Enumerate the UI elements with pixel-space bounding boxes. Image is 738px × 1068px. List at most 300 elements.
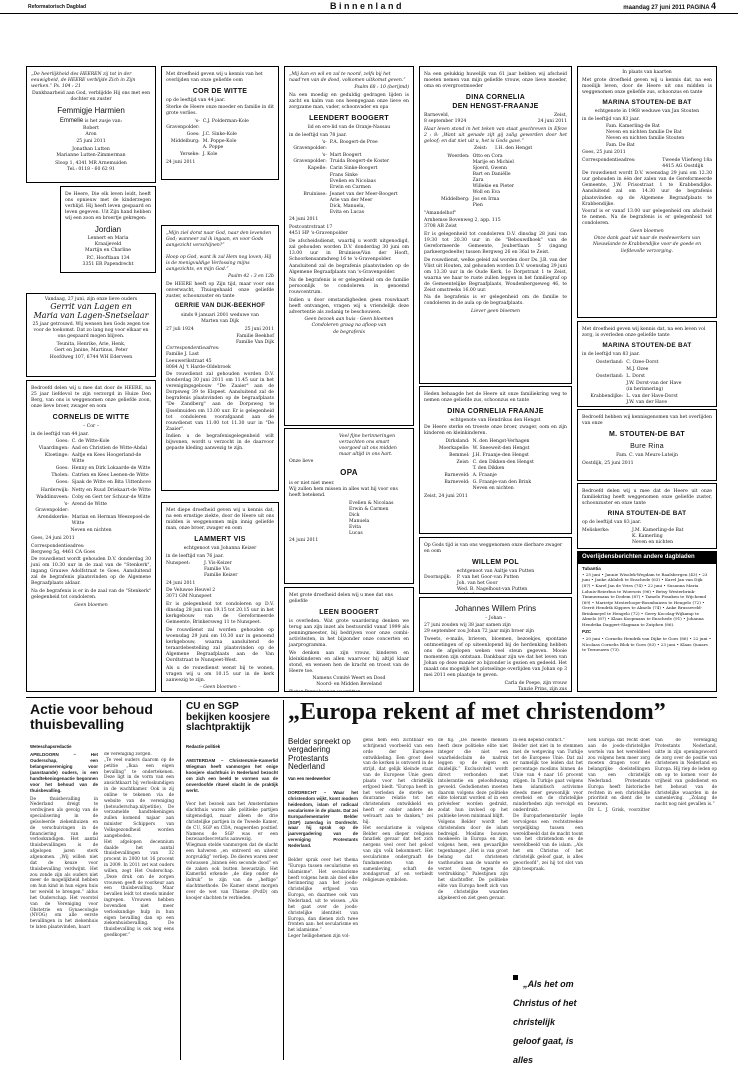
relative-place: [582, 381, 626, 393]
spouse-of: echtgenoot van Aaltje van Putten: [456, 568, 535, 574]
ad-text-2: De Heere sterke en troeste onze broer, zwager, oom en zijn kinderen en kleinkinderen.: [424, 425, 567, 437]
relative-place: Kapelle:: [307, 166, 327, 172]
spouse-of: echtgenote van Hendrikus den Hengst: [450, 417, 541, 423]
relative-row: [31, 488, 151, 494]
address-label: "Amandelhof": [424, 210, 457, 216]
sibling-names: Robert Aron: [83, 125, 99, 137]
relative-place: Yerseke:: [180, 152, 200, 158]
relative-row: [31, 473, 151, 479]
ad-rina-stouten: [577, 483, 717, 549]
relative-names: P.A. Boogert-de Pree: [329, 140, 378, 146]
deceased-name: LEEN BOOGERT: [319, 608, 379, 616]
ad-birth-jordian: [60, 186, 156, 273]
address: Postcontrstraat 17 4451 HP 's-Gravenpolder: [289, 225, 348, 237]
article-1-col-1: [30, 752, 98, 1057]
relative-place: Goes:: [55, 466, 69, 472]
section-title: Binnenland: [330, 1, 404, 11]
relative-row: [424, 480, 567, 492]
relative-names: Carin Sinke-Boogert Frans Sinke Evelien en Nicolaas Erwin en Carmen: [329, 166, 378, 190]
relative-row: [424, 197, 567, 209]
birth-place: Barneveld,: [424, 113, 450, 119]
quote-ref: Psalm 68 : 10 (berijmd): [354, 85, 409, 91]
relative-place: Harderwijk:: [40, 487, 69, 493]
place: Meliskerke:: [582, 527, 610, 533]
parents: Lennert en Maria Kraaijeveld Martijn en Charline: [85, 236, 131, 254]
life-dates: [424, 119, 567, 125]
relative-row: [289, 153, 409, 165]
deceased-name: CORNELIS DE WITTE: [52, 413, 130, 421]
relative-names: C.J. Polderman-Kole: [202, 119, 249, 125]
relative-row: [424, 446, 567, 452]
column-rule-1: [180, 700, 181, 1060]
ad-death-dina: [419, 66, 572, 384]
relative-row: [31, 439, 151, 445]
relative-row: [31, 502, 151, 514]
age: in de leeftijd van 78 jaar.: [289, 132, 347, 138]
relative-names: L. van der Have-Dorst J.W. van der Have: [626, 393, 678, 406]
relative-names: Coby en Gert ter Schuur-de Witte: [71, 494, 151, 500]
ad-text: Bedroefd hebben wij kennisgenomen van het overlijden van onze: [582, 414, 712, 426]
burial-details: Aansluitend zal de begrafenis plaatsvinden op de Algemene Begraafplaats van 's-Gravenpolder.: [289, 264, 409, 276]
article-3-col-3: de hij. „De meeste mensen heeft deze politieke elite niet integer die niet een waarheidsclaim de nadruk leggen op de eigen en duidelijk.” Exclusiviteit wordt direct verbonden met intolerantie en geloofsdwang gevoeld. Godsdiensten moeten daarom volgens deze politieke elite tolerant worden of in een privésfeer worden gedrukt, zodat hun invloed op het publieke leven minimaal blijft. Volgens Belder wordt het christendom door de islam bedreigd. Moslims bouwen moskeeën in Europa en zijn, volgens hem, een gevaarlijke tegenhanger. „Het is van groot belang dat christenen vasthouden aan de waarde en verzet doen tegen de verdrukking.” Palestijnen zijn het slachtoffer. De politieke elite van Europa heeft zich van de christelijke waarden afgekeerd en ziet geen gevaar.: [438, 738, 508, 901]
ad-anniversary: [26, 293, 156, 377]
widow-of: sinds 9 januari 2001 weduwe van Marten van Dijk: [181, 313, 259, 325]
article-3-kicker: Belder spreekt op vergadering Protestants Nederland: [288, 737, 351, 772]
death-place: Zeist,: [553, 113, 567, 119]
relative-names: Aaltje en Kees Hoogerland-de Witte: [71, 453, 142, 465]
notice: Indien u door omstandigheden geen rouwkaart heeft ontvangen, vragen wij u vriendelijk deze advertentie als zodanig te beschouwen.: [289, 297, 409, 315]
ad-intro: Dankbaarheid aan God, verblijdde Hij ons met een dochter en zuster: [31, 91, 151, 103]
ad-death-lammert: [161, 502, 279, 692]
death-date: 24 juni 2011: [537, 119, 567, 125]
relative-place: 's-Gravenpolder:: [293, 153, 327, 165]
source-name-2: PZC: [582, 628, 592, 634]
article-3-lead: DORDRECHT – Waar het christendom wijkt, komt modern heidendom, islam of radicaal secularisme in de plaats. Dat zei Europarlementariër Belder (SGP) zaterdag in Dordrecht. waar hij sprak op de jaarvergadering van de vereniging Protestants Nederland.: [288, 789, 358, 849]
relative-names: M.J. Ozee: [626, 366, 649, 372]
ad-johannes-prins: [419, 597, 572, 692]
relatives-list: [289, 140, 409, 216]
widow-of: echtgenote in 1968 weduwe van Jan Stouten: [594, 109, 700, 115]
relative-names: Aad en Christien de Witte-Abdal: [71, 446, 147, 452]
pull-quote: [513, 972, 583, 1065]
relative-row: [289, 140, 409, 152]
obituary-list: • 25 juni • Jannie Wisolek-Wegdam te Raalsbergen (43) • 23 juni • Janke Ablaleli te Enschede (63) • Karel Jan van Dijk (87) • Karel Jan de Vries (74) • 22 juni • Susanna Maria Lohuis-Reierbus te Woerseis (96) • Betsy Westerbrink-Timmermans te Dedem (87) • Tamelo Franken te Wijchemd (69) • Marietje Mesterloope-Bosmbuizen te Hengelo (72) • Gerrit Hendrik Kippers te Almelo (74) • Anke Brusseveld-Brinkmeyel te Hengelo (72) • Gerry Kocolag-Wijkamp te Almelo (87) • Klaas Koopmans te Enschede (91) • Johanna Hendrika Daggert-Slagman te Zutphen (86).: [582, 571, 708, 627]
nickname: – Cor –: [83, 423, 99, 429]
relative-names: J.H. Fraanje-den Hengst: [472, 453, 529, 459]
relative-place: [582, 367, 626, 373]
relative-row: [31, 495, 151, 501]
ad-opa: [284, 428, 414, 584]
ad-text-2: is overleden. Wat grote waardering denken we terug aan zijn inzet als bestuurslid vanaf 1999 als penningmeester, bij bedrijven voor onze combi-activiteiten, in het bijzonder onze concerten en jaarprogramma.: [289, 618, 409, 649]
ad-stouten-bure: [577, 409, 717, 481]
article-1-col-2: de vereniging zorgen. „Te veel ouders daarom op de petitie „Ikaa een eigen bevalling” te ondertekenen. Deze ligt in de vorm van een ansichtkaart bij verloskundigen in de wachtkamer. Ook is zij online te tekenen via de website van de vereniging (hetouderschap.nl/petitie). De verzamelde handtekeningen zullen komend najaar aan minister Schippers van Volksgezondheid worden aangeboden. Het afgelopen decennium daalde het aantal thuisbevallingen van 32 procent in 2000 tot 16 procent in 2009. In 2011 zet wat ouders willen, zegt Het Ouderschap. „Deze druk om de zorgen vrouwen geeft de voorkeur aan een thuisbevalling. Maar bevallen leidt tot steeds minder ingrepen. Vrouwen hebben bovendien niet meer verloskundige hulp in hun eigen bevalling dan op een ziekenhuisbevalling. De thuisbevalling is ook nog eens goedkoper.”: [104, 752, 174, 939]
page-date: [623, 1, 716, 11]
article-3-byline: Van een medewerker: [288, 776, 331, 781]
relative-row: [31, 446, 151, 452]
burial-condolence: Na de begrafenis is er gelegenheid om de familie te condoleren in de aula op de begraafplaats.: [424, 295, 567, 307]
ad-text: Bedroefd delen wij u mee dat door de HEERE, na 25 jaar liefdevol te zijn verzorgd in Huize Den Berg, van ons is weggenomen onze geliefde zoon, onze lieve broer, zwager en oom: [31, 385, 151, 409]
news-divider: [26, 697, 717, 698]
ad-quote: Veel fijne herinneringen verzachten ons smart voorgoed uit ons midden maar altijd in ons hart.: [339, 433, 397, 457]
relative-row: [582, 394, 712, 406]
date-text: maandag 27 juni 2011: [623, 5, 685, 11]
relative-names: J.W. Dorst-van der Have (in herinnering): [626, 380, 682, 392]
ad-death-marina: [577, 66, 717, 318]
deceased-name: MARINA STOUTEN-DE BAT: [602, 341, 692, 349]
ad-text: Met grote droefheid geven wij u kennis dat, na een moeilijk leven, door de Heere uit ons midden is weggenomen onze geliefde zus, schoonzus en tante: [582, 77, 712, 95]
relative-place: Oosterland:: [595, 359, 624, 365]
spouse-row: [474, 146, 567, 152]
page-number: 4: [710, 1, 716, 11]
ad-text: Heden behaagde het de Heere uit onze familiekring weg te nemen onze geliefde zus, schoonzus en tante: [424, 391, 567, 403]
paper-name: Reformatorisch Dagblad: [28, 4, 87, 10]
attendance-note: Indien u de begrafenisgelegenheid wilt bijwonen, wordt u verzocht in de daarvoor gepaste kleding aanwezig te zijn.: [166, 434, 274, 452]
extended-family: Neven en nichten: [70, 528, 112, 534]
relative-names: Marian en Herman Weezepoel-de Witte: [71, 514, 150, 526]
spouse-place: Zeist:: [474, 146, 488, 152]
deceased-name: M. STOUTEN-DE BAT: [608, 430, 685, 438]
birth-date: 8 september 1924: [424, 119, 467, 125]
birth-date: 27 juli 1924: [166, 326, 194, 332]
relative-row: [166, 152, 274, 158]
relative-names: L. Dorst: [626, 373, 646, 379]
obituary-list-2: • 20 juni • Cornelis Hendrik van Dijke te Goes (86) • 22 juni • Nicolaas Cornelis Blok te Goes (83) • 23 juni • Klaas Quaars te Terneuzen (73).: [582, 636, 712, 653]
place-date: Oostdijk, 25 juni 2011: [582, 460, 634, 466]
ad-death-cor: [161, 66, 279, 180]
column-rule-2: [283, 700, 284, 1060]
ad-death-cornelis: [26, 380, 156, 692]
ad-birth-femmigje: [26, 66, 156, 183]
ad-top: Vandaag, 27 juni, zijn onze lieve ouders: [44, 297, 138, 302]
article-3-col-2: gens hem een zichtbaar en schrijnend voorbeeld van een orde der Europese ontwikkeling. Een groot deel van de kerken is ontvoerd in de strijd, dat gelijk kleinde staat van de Europese Unie geen plaats voor het christelijk erfgoed biedt. "Europa heeft in het verleden de sterke en duurzame relatie tot het christendom ontwikkeld en heeft er onder andere de welvaart aan te danken," zei hij. Het secularisme is volgens Belder een dieper religieus fanatiek gevaar dat het zich nergens veel over het geloof van zijn volk bekommert. Het secularisme ondergraaft de fundamenten van de samenleving, schaft de zondagsrust af en verbiedt religieuze symbolen.: [363, 738, 433, 884]
ad-death-dina-fraanje: [419, 386, 572, 534]
relative-place: Kloetinge:: [44, 453, 69, 459]
families: Fam. Kamerling-de Bat Neven en nichten familie De Bat Neven en nichten familie Stouten Fam. De Bat: [606, 124, 685, 148]
ad-death-willem: [419, 537, 572, 594]
deceased-name: LEENDERT BOOGERT: [309, 114, 389, 122]
family-block: [582, 528, 712, 546]
article-3-col-5: Een Europa dat recht doet aan de joods-christelijke wortels van het werelddeel zou volgens hem meer zorg moeten dragen voor de belangrijke doelstellingen van een christelijk Nederland. Protestants Europa heeft historische rechten in een christelijke prioriteit en dient die te bewaren. Dr. L. J. Grisk, voorzitter van de vereniging Protestants Nederland, uitte in zijn openingswoord de zorg over de positie van christenen in Nederland en Europa. Hij riep de leden op om op te komen voor de vrijheid van godsdienst en het behoud van de christelijke waarden in de samenleving. „Zolang de nacht nog niet gevallen is.”: [588, 738, 717, 814]
source-name: Tubantia: [582, 565, 601, 571]
relative-names: G. Fraanje-van den Brink Neven en nichten: [472, 480, 532, 492]
funeral-details: De rouwdienst zal worden gehouden op woensdag 29 juni om 10.30 uur in genoemd kerkgebouw, waarna aansluitend de teraardebestelling zal plaatsvinden op de Algemene Begraafplaats aan de Van Oordtstraat te Nunspeet-West.: [166, 627, 274, 664]
relative-names: Catrien en Kees Leenen-de Witte: [71, 473, 149, 479]
ad-text-2: Tweets, e-mails, brieven, bloemen, bezoekjes, spontane ontmoetingen of op uiteenlopend bij de herdenking hebben ons de afgelopen weken veel steun gegeven. Mooie momenten zijn ontstaan. Dankbaar zijn we dat het leven van Johan op deze manier zo bijzonder is gezien en gedeeld. Het maakt ons mogelijk het plotselinge overlijden van Johan op 3 mei 2011 een plaatsje te geven.: [424, 636, 567, 679]
ad-text: Met diepe droefheid geven wij u kennis dat, na een ernstige ziekte, door de Heere uit ons midden is weggenomen mijn innig geliefde man, onze broer, zwager en oom: [166, 507, 274, 531]
address: De Veluwse Heuvel 2 3071 GM Nunspeet: [166, 588, 216, 600]
deceased-name: GERRIE VAN DIJK-BEEKHOF: [174, 303, 266, 310]
relative-row: [31, 466, 151, 472]
correspondence: [582, 158, 712, 170]
birth-date: 25 juni 2011: [76, 139, 106, 145]
box-content: [578, 564, 716, 655]
place-date: Zeist, 24 juni 2011: [424, 494, 468, 500]
ad-text-2: Sterke de Heere onze moeder en familie in dit grote verlies.: [166, 105, 274, 117]
ad-top: In plaats van kaarten: [622, 70, 672, 75]
relative-place: Barneveld:: [444, 473, 470, 479]
deceased-name: WILLEM POL: [472, 558, 519, 566]
grandchildren: Evelien & Nicolaas Erwin & Carmen Dick Manuela Evita Lucas: [349, 500, 394, 536]
relative-row: [166, 139, 274, 151]
ad-quote: „De heerlijkheid des HEEREN zij tot in der eeuwigheid, de HEERE verblijde Zich in Zijn werken.” Ps. 104 : 21: [31, 71, 136, 89]
death-date: 25 juni 2011: [244, 326, 274, 332]
ad-foot: Geen bloemen: [74, 602, 108, 608]
relative-names: W. Sneeweit-den Hengst: [472, 446, 530, 452]
correspondence-label: Correspondentieadres:: [582, 157, 636, 163]
correspondence-address: Bergweg 5g, 4461 CA Goes: [31, 549, 96, 555]
correspondence-address: Tweede Vliefweg 18a 4415 AG Oostdijk: [662, 157, 712, 169]
relative-place: Dirksland:: [445, 439, 470, 445]
relative-place: Waddinxveen:: [36, 494, 69, 500]
relative-row: [289, 192, 409, 216]
relative-row: [424, 453, 567, 459]
ad-text: Met grote droefheid delen wij u mee dat ons geliefde: [289, 592, 393, 604]
relative-row: [424, 460, 567, 472]
relative-names: J.C. Sinke-Kole: [202, 132, 237, 138]
place-date: Goes, 25 juni 2011: [582, 150, 626, 156]
article-1-byline: Weteschapsredactie: [30, 744, 72, 749]
article-2-text: Voor het bezoek aan het Amsterdamse slachthuis waren alle politieke partijen uitgenodigd, maar alleen de drie christelijke partijen in de Tweede Kamer, de CU, SGP en CDA, reageerden positief. Namens de SGP was er een bezwaardsecretaris aanwezig. Wiegman stelde vanmorgen dat de slacht een halveren „en ontroerd en uiterst zorgvuldig” verliep. De dieren waren zeer volwassen „binnen één seconde dood” en de zaken ook butten bewustzijn. Het Kamerlid erkende „de diep onder de indruk” te zijn van de „heftige” slachtmethode. De Kamer stemt morgen over de wet van Thieme (PvdD) om koosjer slachten te verbieden.: [186, 802, 278, 901]
service-details: De afscheidsdienst, waarbij u wordt uitgenodigd, zal gehouden worden D.V. donderdag 30 juni om 13.00 uur in Bruinisse/Van der Hooft, Schoorkensanmdweg 16 te 's-Gravenpolder.: [289, 238, 409, 262]
deceased-name: DINA CORNELIA DEN HENGST-FRAANJE: [452, 93, 539, 110]
relative-place: Moerkapelle:: [438, 446, 470, 452]
ad-text: Na een moedig en geduldig gedragen lijden is zacht en kalm van ons heengegaan onze lieve en zorgzame man, vader, schoonvader en opa: [289, 92, 409, 110]
relatives-list: [582, 360, 712, 406]
relative-names: Mart Boogert Truida Boogert-de Koster: [329, 153, 390, 165]
relative-names: Netty en Ruud Driekaart-de Witte: [71, 487, 151, 493]
child-name: Femmigje Harmien: [57, 106, 125, 116]
article-1-headline: Actie voor behoud thuisbevalling: [30, 701, 153, 732]
place: Nunspeet:: [166, 561, 191, 567]
funeral-details: De rouwdienst wordt gehouden D.V. donderdag 30 juni om 10.30 uur in de zaal van de "Stenkerk", ingang Grauwe Adolfstraat te Goes. Aansluitend zal de begrafenis plaatsvinden op de Algemene Begraafplaats aldaar.: [31, 557, 151, 587]
children: Teunita, Henrike, Arie, Henk, Gert en Janine, Martinus, Peter: [54, 341, 128, 353]
article-3-col-1: [288, 784, 358, 1058]
relative-row: [582, 381, 712, 393]
ad-death-gerrie: [161, 225, 279, 491]
age: in de leeftijd van 83 jaar.: [582, 116, 640, 122]
relative-row: [166, 132, 274, 138]
relative-place: Goes:: [55, 439, 69, 445]
relative-place: Krabbendijke:: [590, 393, 624, 399]
ad-quote: „Mijn ziel dorst naar God, naar den levenden God; wanneer zal ik ingaan, en voor Gods aangezicht verschijnen?” Hoop op God, want ik zal Hem nog loven; Hij is de menigvuldige Verlossing mijns aangezichts, en mijn God.”: [166, 230, 272, 272]
subtitle: lid en ere-lid van de Oranje-Nassau: [307, 125, 391, 131]
article-2-body: [186, 752, 278, 1057]
relative-place: 's-Gravenpolder:: [166, 119, 200, 131]
ad-foot: Geen bloemen: [630, 228, 664, 234]
date: 24 juni 2011: [289, 538, 319, 544]
deceased-name: COR DE WITTE: [192, 87, 248, 95]
relative-names: Sjaak de Witte en Bita Uittenhove: [71, 480, 151, 486]
ad-quote: „Mij kan en wil en zal te noord, zelfs bij het naad'ren van de dood, volkomen uitkomst geven.”: [289, 71, 406, 83]
relative-place: Tholen:: [51, 473, 69, 479]
date: 24 juni 2011: [289, 217, 319, 223]
relative-place: Goes:: [55, 480, 69, 486]
funeral-details: De rouwdienst wordt D.V. woensdag 29 juni om 12.30 uur gehouden in één der zalen van de Gereformeerde Gemeente, J.W. Frisostraat 1 te Krabbendijke. Aansluitend zal om 14.30 uur de begrafenis plaatsvinden op de Algemene Begraafplaats te Krabbendijke.: [582, 171, 712, 207]
article-3-col-4: in een depend conflict." Belder ziet niet in te stemmen met de wetgeving van Turkije tot de Europese Unie. Dat zal er namelijk toe leiden dat het percentage moslims binnen de Unie van 4 naar 16 procent stijgen. In Turkije gaat volgens hem islamitisch activisme steeds meer gewoonlijk voor overheid en de christelijke minderheden zijn vervolgd en onderdrukt. De Europarlementariër legde vervolgens een rechtstreekse vergelijking tussen een wereldbeeld dat de macht toont van het christendom en de wereldbeeld van de islam. „Als het om Christus of het christelijk geloof gaat, is alles geoorloofd”, zei hij tot slot van zijn toespraak.: [513, 738, 583, 872]
ad-text: is er niet niet meer. Wij zullen hem missen in alles wat hij voor ons heeft betekend.: [289, 480, 398, 498]
sibling-line: [31, 118, 151, 126]
relatives-list: [424, 439, 567, 493]
relative-place: Middelburg:: [170, 139, 200, 145]
ad-foot: Geen bezoek aan huis - Geen bloemen Condoleren graag na afloop van de begrafenis: [304, 317, 394, 335]
age: in de leeftijd van 83 jaar.: [582, 352, 640, 358]
ad-text: De Heere, Die elk leven leidt, heeft ons opnieuw met de kinderzegen verblijd. Hij heeft leven gespaard en leven gegeven. Uit Zijn hand hebben wij een zoon en broertje gekregen:: [65, 191, 151, 221]
condolence-details: Er is gelegenheid tot condoleren op D.V. dinsdag 28 juni van 19.15 tot 20.15 uur in het kerkgebouw van de Gereformeerde Gemeente, Brinkersweg 11 te Nunspeet.: [166, 601, 274, 626]
relative-names: C. Ozee-Dorst: [626, 359, 659, 365]
child-name: Jordian: [94, 224, 122, 234]
quote-bullet-icon: [513, 975, 518, 980]
relative-row: [289, 166, 409, 190]
neighbor-name: Bure Rina: [630, 442, 664, 450]
ad-text: Met droefheid geven wij kennis dat, na een leven vol zorg, is overleden onze geliefde tante: [582, 326, 706, 338]
article-3-body-1: Belder sprak over het thema "Europa tussen secularisme en Islamisme". Het secularisme heeft volgens hem als doel elke herinnering aan het joods-christelijke erfgoed van Europa, en daarmee ook van Nederland, uit te wissen. „Als het gaat over de joods-christelijke identiteit van Europa, dan dienen zich twee fronten aan: het secularisme en het islamisme.” Leger heiligehemen zijn vol-: [288, 858, 358, 940]
parents: Jonathan Lutten Marianne Lutten-Zimmerman: [56, 146, 126, 159]
deceased-name: OPA: [340, 468, 358, 478]
page-header: [0, 0, 738, 14]
relative-row: [582, 360, 712, 366]
families: P. van het Goor-van Putten Joh. van het Goor Wed. B. Nagelhout-van Putten: [456, 574, 528, 593]
ad-text: Met droefheid geven wij u kennis van het overlijden van onze geliefde oom: [166, 71, 263, 83]
address: Sloop 1, 4341 MR Arnemuiden Tel.: 0118 - 60 62 91: [55, 160, 127, 172]
relative-place: Middelberg:: [441, 196, 470, 202]
relative-names: C. den Dikken-den Hengst T. den Dikken: [472, 460, 534, 472]
relative-names: C. de Witte-Kole: [71, 439, 110, 445]
couple-names: Gerrit van Lagen en Maria van Lagen-Snetselaar: [33, 302, 149, 320]
deceased-name: DINA CORNELIA FRAANJE: [447, 407, 544, 415]
relative-names: M. Poppe-Kole A. Poppe: [202, 139, 237, 151]
article-2-lead: AMSTERDAM – ChristenUnie-Kamerlid Wiegman heeft vanmorgen het enige koosjere slachthuis in Nederland bezocht om zich een beeld te vormen van de onverdoofde ritueel slacht in de praktijk werkt.: [186, 757, 278, 793]
ad-leen-boogert: [284, 587, 414, 692]
relative-names: Jeanet van der Meer-Boogert Arie van der Meer Dick, Manuela, Evita en Lucas: [329, 191, 398, 215]
ad-text-3: We denken aan zijn vrouw, kinderen en kleinkinderen en allen waarvoor hij altijd klaar stond, en wensen hen de kracht en troost van de Heere toe.: [289, 650, 409, 674]
relative-row: [582, 374, 712, 380]
article-1-body-1: De thuisbevalling in Nederland dreigt te verdwijnen als gevolg van de specialisering in de geïsoleerde ziekenhuizen en de verschuivingen in de financiering van de verloskundigen. Het aantal thuisbevallingen is de afgelopen jaren sterk afgenomen. „Wij willen niet dat de keuze voor thuisbevalling verdwijnt. Het zou zonde zijn als ouders niet meer de mogelijkheid hebben om hun kind in hun eigen huis ter wereld te brengen.” aldus het Ouderschap. Het voorstel van de Vereniging voor Obstetrie en Gynaecologie (NVOG) om alle eerste bevallingen in het ziekenhuis te laten plaatsvinden, baart: [30, 796, 98, 931]
relative-row: [424, 473, 567, 479]
families: Fam. C. van Meurs-Luteijn: [616, 453, 678, 459]
relative-row: [31, 515, 151, 527]
quote-ref: Psalm 42 : 3 en 12b: [228, 274, 274, 280]
families: J.M. Kamerling-de Bat K. Kamerling Neven en nichten: [632, 527, 684, 545]
families: J. Vis-Keizer Familie Vis Familie Keizer: [204, 561, 238, 579]
ad-text: Bedroefd delen wij u mee dat de Heere uit onze familiekring heeft weggenomen onze geliefde zuster, schoonzuster en onze tante: [582, 488, 712, 506]
sibling-text: is het zusje van:: [84, 118, 123, 124]
ad-text: 27 juni zouden wij 38 jaar samen zijn 29 september zou Johan 72 jaar mijn broer zijn: [424, 623, 534, 635]
ad-death-leendert: [284, 66, 414, 426]
relative-names: Arend de Witte: [71, 501, 108, 507]
family-block: [424, 575, 567, 594]
person-name: Johannes Willem Prins: [454, 604, 537, 613]
relative-names: Otto en Cora Marije en Michiel Sjoerd, Gwenn Bart en Daniëlle Zara Willekie en Pieter Woll en Eva: [472, 153, 514, 195]
relative-place: 's-Gravenpolder:: [293, 140, 327, 152]
relative-names: J. Kole: [202, 152, 218, 158]
viewing-details: Vooraf is er vanaf 13.00 uur gelegenheid om afscheid te nemen. Na de begrafenis is er gelegenheid tot condoleren.: [582, 209, 712, 227]
box-title: Overlijdensberichten andere dagbladen: [578, 552, 716, 564]
signature: Carla de Poepe, zijn vrouw Tanzie Prins, zijn zus: [504, 680, 567, 692]
relative-row: [424, 154, 567, 196]
relative-row: [31, 453, 151, 465]
funeral-details: De rouwdienst zal gehouden worden D.V. donderdag 30 juni 2011 om 11.45 uur in het verenigingsgebouw "De Zaaier" aan de Dorpsweg 39 te Elspeet. Aansluitend zal de begrafenis plaatsvinden op de begraafplaats "De Zandberg" aan de Dorpsweg te IJsselmuiden om 13.00 uur. Er is gelegenheid tot condoleren voorafgaand aan de rouwdienst van 11.00 tot 11.30 uur in "De Zaaier".: [166, 372, 274, 432]
ad-text: Na een gelukkig huwelijk van 61 jaar hebben wij afscheid moeten nemen van mijn geliefde vrouw, onze lieve moeder, oma en overgrootmoeder: [424, 71, 567, 89]
article-1-lead: APELDOORN – Het Ouderschap, een belangenvereniging voor (aanstaande) ouders, is een handtekeningenactie begonnen voor het behoud van de thuisbevalling.: [30, 752, 98, 793]
life-dates: [166, 327, 274, 333]
article-2-byline: Redactie politiek: [186, 744, 221, 749]
place-date: Goes, 24 juni 2011: [31, 535, 75, 541]
article-3-headline: „Europa rekent af met christendom”: [288, 699, 666, 725]
relatives-list: [424, 154, 567, 210]
relative-place: Arendskerke:: [37, 514, 69, 520]
age: in de leeftijd van 44 jaar.: [31, 431, 89, 437]
deceased-name: RINA STOUTEN-DE BAT: [607, 509, 687, 517]
deceased-name: MARINA STOUTEN-DE BAT: [602, 98, 692, 106]
relative-names: N. den Hengst-Verhagen: [472, 439, 530, 445]
ad-foot: Liever geen bloemen: [471, 309, 520, 315]
ad-intro: Onze lieve: [289, 459, 314, 465]
relative-row: [424, 439, 567, 445]
correspondence-label: Correspondentieadres:: [31, 543, 85, 549]
board-members: [289, 690, 409, 692]
age: op de leeftijd van 83 jaar.: [582, 520, 642, 526]
page-label: PAGINA: [686, 5, 710, 11]
relative-names: A. Fraanje: [472, 473, 497, 479]
relative-place: 's-Gravenpolder:: [35, 501, 69, 513]
condolence-details: Er is gelegenheid tot condoleren D.V. dinsdag 28 juni van 19.30 tot 20.30 uur in de "Bebouwdhoek" van de Gereformeerde Gemeente, Joubertlaan 5 (ingang parkeergedeelte) tussen Bergweg 26 en 36al te Zeist.: [424, 231, 567, 255]
deceased-name: LAMMERT VIS: [194, 535, 246, 543]
relative-names: Henny en Dirk Lokaarde-de Witte: [71, 466, 151, 472]
relative-place: Goes:: [186, 132, 200, 138]
ad-text: De HEERE heeft op Zijn tijd, maar voor ons onverwacht, Thuisgehaald onze geliefde zuster, schoonzuster en tante: [166, 282, 274, 300]
relative-place: Barneveld:: [444, 480, 470, 486]
relative-row: [582, 367, 712, 373]
nickname: – Johan –: [485, 615, 506, 621]
place: Doornspijk:: [424, 574, 451, 580]
pull-quote-text: „Als het om Christus of het christelijk geloof gaat, is alles: [513, 979, 577, 1065]
date: 24 juni 2011: [166, 580, 196, 586]
date: 24 juni 2011: [166, 159, 196, 165]
family-block: [166, 561, 274, 579]
relatives-list: [166, 119, 274, 158]
condolence-details: Na de begrafenis is er in de zaal van de "Stenkerk" gelegenheid tot condoleren.: [31, 588, 151, 601]
relative-row: [31, 480, 151, 486]
relative-place: Vlaardingen:: [38, 446, 69, 452]
spouse: I.H. den Hengst: [495, 146, 533, 152]
correspondence-label: Correspondentieadres:: [166, 346, 220, 352]
article-2-headline: CU en SGP bekijken koosjere slachtpraktijk: [186, 701, 270, 733]
ad-quote: Haar leven stond in het teken van staat geschreven in Efeze 2 : 8: „Want uit genade zijt gij zalig geworden door het geloof; en dat niet uit u, het is Gods gave.”: [424, 126, 567, 144]
condolence-details: Na de begrafenis is er gelegenheid om de familie persoonlijk te condoleren in genoemd rouwcentrum.: [289, 278, 409, 296]
funeral-details: De rouwdienst, welke geleid zal worden door Ds. J.B. van der Vlist uit Houten, zal gehouden worden D.V. woensdag 29 juni om 13.30 uur in de Oude Kerk, 1e Dorpstraat 1 te Zeist, waarna we haar te ruste zullen leggen in het familiegraf op de Gemeentelijke Begraafplaats, Woudenbergseweg 46, te Zeist omstreeks 16.00 uur.: [424, 257, 567, 293]
relative-place: Zeist:: [456, 460, 470, 466]
other-papers-box: [577, 551, 717, 692]
ad-marina-tante: [577, 321, 717, 407]
address: Arnhemse Bovenweg 2, app. 115 3708 AB Zeist: [424, 218, 501, 230]
address: Hoofdweg 107, 6744 WH Ederveen: [49, 355, 133, 361]
relative-place: Bemmel:: [449, 453, 470, 459]
ad-text: 25 jaar getrouwd. Wij wensen hen Gods zegen toe voor de toekomst. Dat zo lang nog voor elkaar en ons gespaard mogen blijven.: [32, 322, 150, 340]
relative-place: Oosterland:: [595, 373, 624, 379]
spouse-of: echtgenoot van Johanna Keizer: [183, 545, 257, 551]
relative-row: [166, 119, 274, 131]
relative-place: Bruinisse:: [303, 191, 327, 197]
ad-foot: – Geen bloemen –: [199, 685, 241, 691]
age: in de leeftijd van 76 jaar.: [166, 553, 224, 559]
correspondence-address: Familie J. Last Leeuwerikstraat 45 8084 AJ 't Harde-Oldebroek: [166, 352, 231, 370]
relatives-list: [31, 439, 151, 527]
attendance-note: Als u de rouwdienst wenst bij te wonen, vragen wij u om 10.15 uur in de kerk aanwezig te zijn.: [166, 665, 274, 683]
relative-names: Jos en Irma Pien: [472, 196, 500, 209]
ad-text: Op Gods tijd is van ons weggenomen onze dierbare zwager en oom: [424, 542, 563, 554]
address: P.C. Hooftlaan 134 3351 ER Papendrecht: [82, 256, 134, 268]
thanks-note: Onze dank gaat uit naar de medewerkers van Nieuwlande te Krabbendijke voor de goede en liefdevolle verzorging.: [592, 236, 702, 254]
